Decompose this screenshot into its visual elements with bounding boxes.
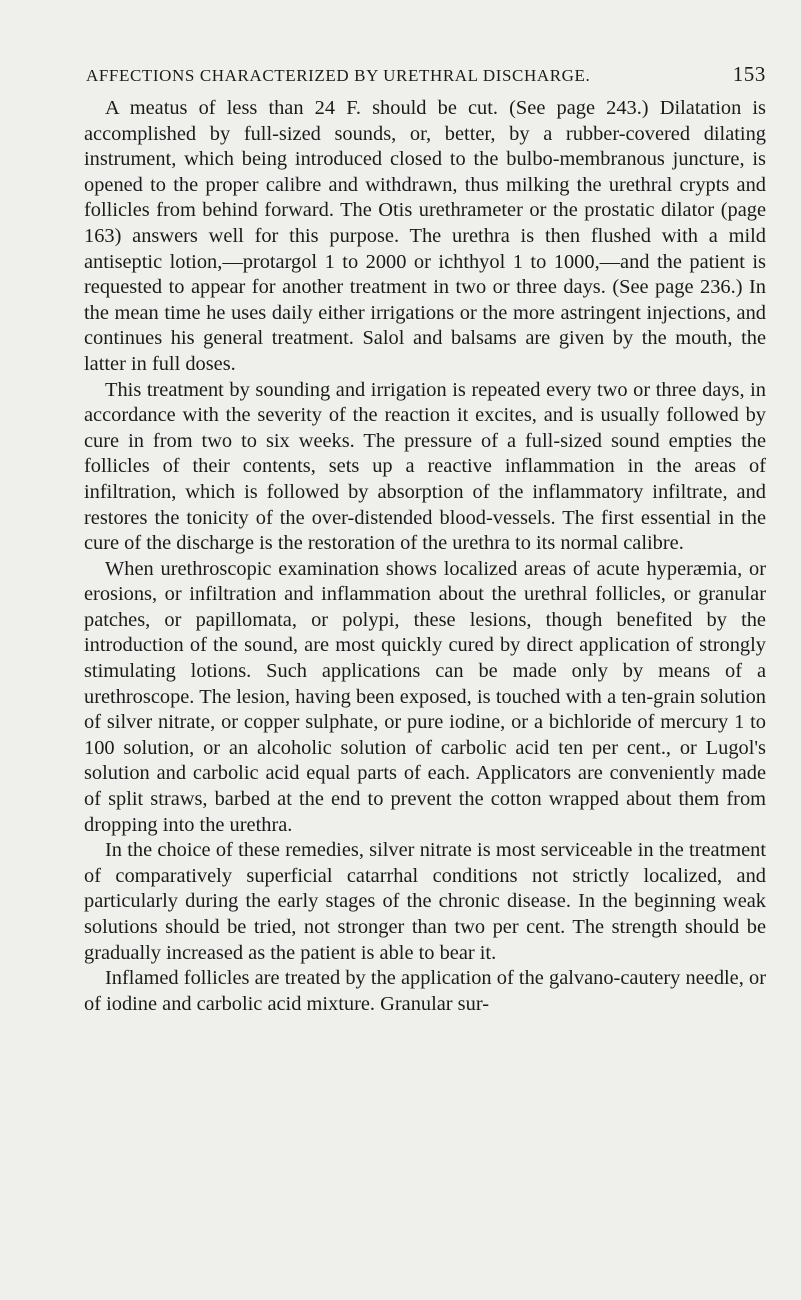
- paragraph-1: A meatus of less than 24 F. should be cut. (See page 243.) Dilatation is accomplished by full-sized sounds, or, better, by a rubber-covered dilating instrument, which being introduced closed to the bulbo-membranous juncture, is opened to the proper calibre and withdrawn, thus milking the urethral crypts and follicles from behind forward. The Otis urethrameter or the prostatic dilator (page 163) answers well for this purpose. The urethra is then flushed with a mild antiseptic lotion,—protargol 1 to 2000 or ichthyol 1 to 1000,—and the patient is requested to appear for another treatment in two or three days. (See page 236.) In the mean time he uses daily either irrigations or the more astringent injections, and continues his general treatment. Salol and balsams are given by the mouth, the latter in full doses.: [84, 97, 766, 375]
- paragraph-2: This treatment by sounding and irrigation is repeated every two or three days, in accordance with the severity of the reaction it excites, and is usually followed by cure in from two to six weeks. The pressure of a full-sized sound empties the follicles of their contents, sets up a reactive inflammation in the areas of infiltration, which is followed by absorption of the inflammatory infiltrate, and restores the tonicity of the over-distended blood-vessels. The first essential in the cure of the discharge is the restoration of the urethra to its normal calibre.: [84, 378, 766, 555]
- running-header: [86, 62, 766, 86]
- running-title: AFFECTIONS CHARACTERIZED BY URETHRAL DISCHARGE.: [86, 66, 591, 85]
- body-text: [84, 96, 766, 1017]
- paragraph-4: In the choice of these remedies, silver nitrate is most serviceable in the treatment of comparatively superficial catarrhal conditions not strictly localized, and particularly during the early stages of the chronic disease. In the beginning weak solutions should be tried, not stronger than two per cent. The strength should be gradually increased as the patient is able to bear it.: [84, 839, 766, 964]
- paragraph-5: Inflamed follicles are treated by the application of the galvano-cautery needle, or of iodine and carbolic acid mixture. Granular sur-: [84, 967, 766, 1015]
- page-number: 153: [732, 62, 766, 86]
- paragraph-3: When urethroscopic examination shows localized areas of acute hyperæmia, or erosions, or infiltration and inflammation about the urethral follicles, or granular patches, or papillomata, or polypi, these lesions, though benefited by the introduction of the sound, are most quickly cured by direct application of strongly stimulating lotions. Such applications can be made only by means of a urethroscope. The lesion, having been exposed, is touched with a ten-grain solution of silver nitrate, or copper sulphate, or pure iodine, or a bichloride of mercury 1 to 100 solution, or an alcoholic solution of carbolic acid ten per cent., or Lugol's solution and carbolic acid equal parts of each. Applicators are conveniently made of split straws, barbed at the end to prevent the cotton wrapped about them from dropping into the urethra.: [84, 557, 766, 836]
